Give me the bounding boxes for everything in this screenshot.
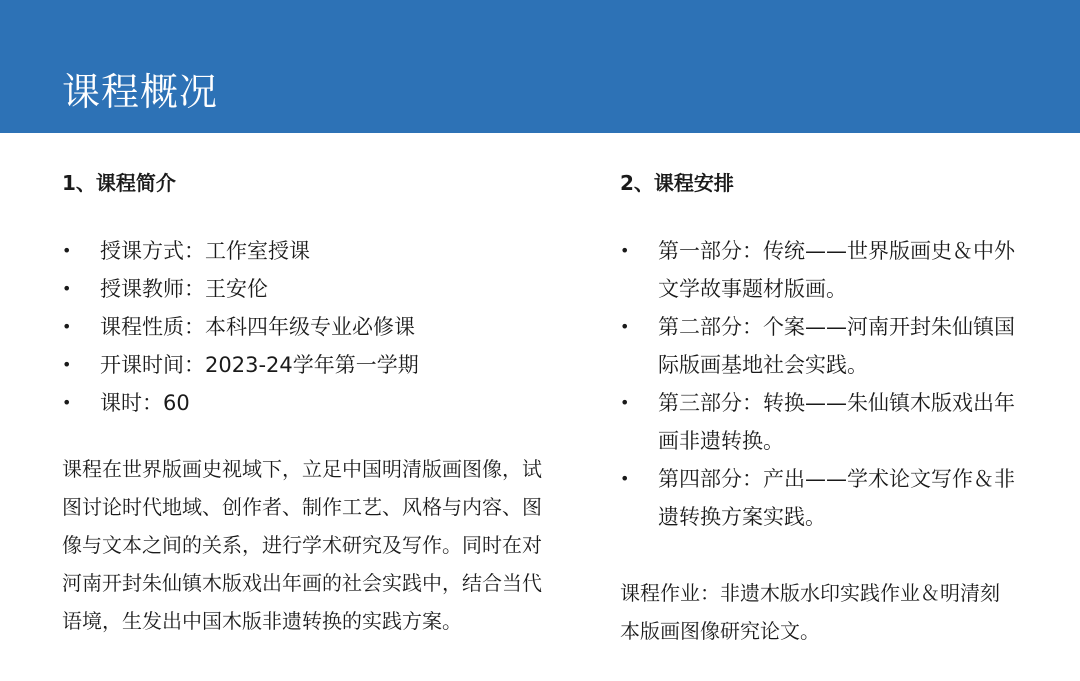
- bullet-text: 画非遗转换。: [658, 429, 784, 453]
- section-title-intro: 1、课程简介: [62, 171, 176, 195]
- course-description: [62, 450, 572, 640]
- bullet-text: 课时：60: [100, 391, 190, 415]
- bullet-text: 第三部分：转换——朱仙镇木版戏出年: [658, 391, 1015, 415]
- list-item: [620, 460, 1040, 536]
- bullet-dot: •: [620, 469, 630, 488]
- list-item: [620, 384, 1040, 460]
- bullet-text: 课程性质：本科四年级专业必修课: [100, 315, 415, 339]
- paragraph-line: 课程在世界版画史视域下，立足中国明清版画图像，试: [62, 457, 542, 481]
- paragraph-line: 本版画图像研究论文。: [620, 619, 820, 643]
- header-banner: [0, 0, 1080, 133]
- bullet-text: 文学故事题材版画。: [658, 277, 847, 301]
- list-item: [620, 232, 1040, 308]
- bullet-dot: •: [62, 279, 72, 298]
- paragraph-line: 像与文本之间的关系，进行学术研究及写作。同时在对: [62, 533, 542, 557]
- bullet-dot: •: [620, 241, 630, 260]
- bullet-dot: •: [62, 317, 72, 336]
- bullet-dot: •: [62, 355, 72, 374]
- bullet-text: 际版画基地社会实践。: [658, 353, 868, 377]
- bullet-text: 授课方式：工作室授课: [100, 239, 310, 263]
- paragraph-line: 课程作业：非遗木版水印实践作业＆明清刻: [620, 581, 1000, 605]
- bullet-dot: •: [620, 393, 630, 412]
- list-item: [62, 384, 572, 422]
- paragraph-line: 河南开封朱仙镇木版戏出年画的社会实践中，结合当代: [62, 571, 542, 595]
- course-intro-column: [62, 164, 572, 640]
- bullet-text: 授课教师：王安伦: [100, 277, 268, 301]
- bullet-text: 第四部分：产出——学术论文写作＆非: [658, 467, 1015, 491]
- bullet-text: 第一部分：传统——世界版画史＆中外: [658, 239, 1015, 263]
- paragraph-line: 语境，生发出中国木版非遗转换的实践方案。: [62, 609, 462, 633]
- section-title-schedule: 2、课程安排: [620, 171, 734, 195]
- paragraph-line: 图讨论时代地域、创作者、制作工艺、风格与内容、图: [62, 495, 542, 519]
- bullet-dot: •: [620, 317, 630, 336]
- bullet-text: 遗转换方案实践。: [658, 505, 826, 529]
- course-assignment: [620, 574, 1040, 650]
- list-item: [620, 308, 1040, 384]
- list-item: [62, 308, 572, 346]
- bullet-dot: •: [62, 393, 72, 412]
- bullet-text: 第二部分：个案——河南开封朱仙镇国: [658, 315, 1015, 339]
- bullet-dot: •: [62, 241, 72, 260]
- list-item: [62, 346, 572, 384]
- page-title: 课程概况: [62, 70, 219, 114]
- list-item: [62, 232, 572, 270]
- schedule-bullet-list: [620, 232, 1040, 536]
- intro-bullet-list: [62, 232, 572, 422]
- course-schedule-column: [620, 164, 1040, 650]
- list-item: [62, 270, 572, 308]
- bullet-text: 开课时间：2023-24学年第一学期: [100, 353, 419, 377]
